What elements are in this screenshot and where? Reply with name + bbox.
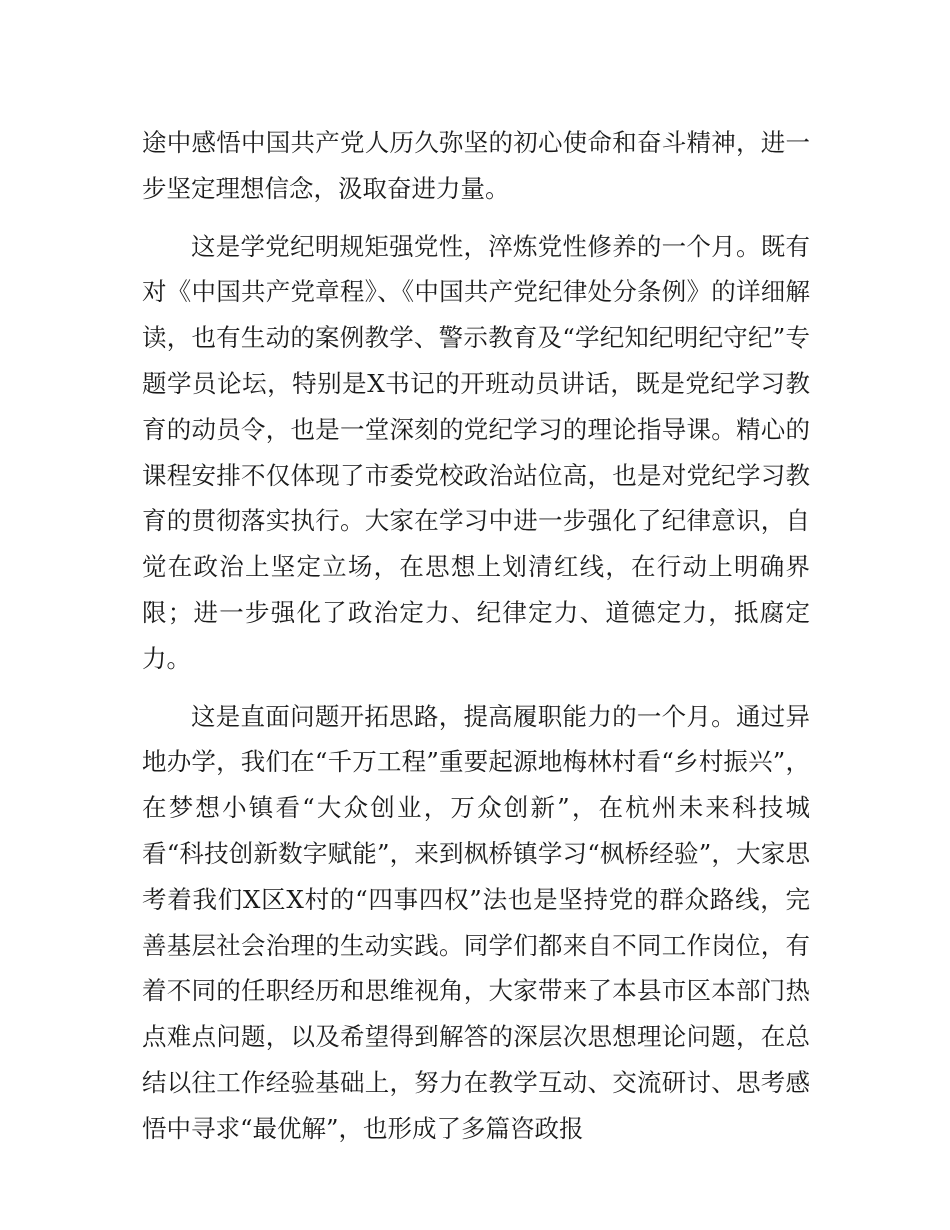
paragraph-1: 途中感悟中国共产党人历久弥坚的初心使命和奋斗精神，进一步坚定理想信念，汲取奋进力量。 <box>142 128 810 203</box>
document-body <box>142 120 810 1164</box>
paragraph-2: 这是学党纪明规矩强党性，淬炼党性修养的一个月。既有对《中国共产党章程》、《中国共产党纪律处分条例》的详细解读，也有生动的案例教学、警示教育及“学纪知纪明纪守纪”专题学员论坛，特别是X书记的开班动员讲话，既是党纪学习教育的动员令，也是一堂深刻的党纪学习的理论指导课。精心的课程安排不仅体现了市委党校政治站位高，也是对党纪学习教育的贯彻落实执行。大家在学习中进一步强化了纪律意识，自觉在政治上坚定立场，在思想上划清红线，在行动上明确界限；进一步强化了政治定力、纪律定力、道德定力，抵腐定力。 <box>142 231 810 673</box>
paragraph-3: 这是直面问题开拓思路，提高履职能力的一个月。通过异地办学，我们在“千万工程”重要起源地梅林村看“乡村振兴”，在梦想小镇看“大众创业，万众创新”，在杭州未来科技城看“科技创新数字赋能”，来到枫桥镇学习“枫桥经验”，大家思考着我们X区X村的“四事四权”法也是坚持党的群众路线，完善基层社会治理的生动实践。同学们都来自不同工作岗位，有着不同的任职经历和思维视角，大家带来了本县市区本部门热点难点问题，以及希望得到解答的深层次思想理论问题，在总结以往工作经验基础上，努力在教学互动、交流研讨、思考感悟中寻求“最优解”，也形成了多篇咨政报 <box>142 701 810 1143</box>
